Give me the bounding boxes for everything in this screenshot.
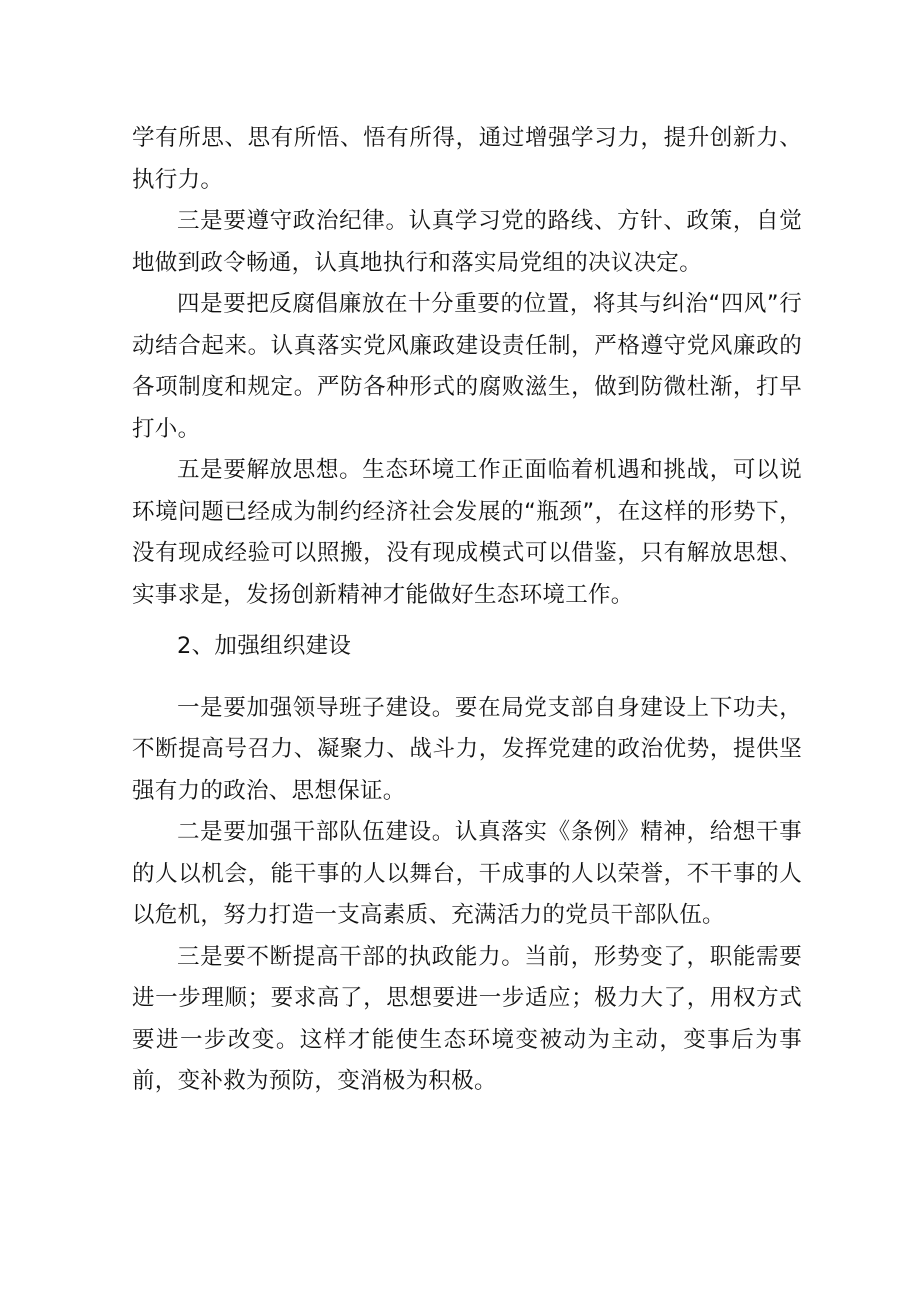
paragraph-political-discipline: 三是要遵守政治纪律。认真学习党的路线、方针、政策，自觉地做到政令畅通，认真地执行和落实局党组的决议决定。 xyxy=(132,208,802,276)
paragraph-governing-capacity: 三是要不断提高干部的执政能力。当前，形势变了，职能需要进一步理顺；要求高了，思想要进一步适应；极力大了，用权方式要进一步改变。这样才能使生态环境变被动为主动，变事后为事前，变补救为预防，变消极为积极。 xyxy=(132,943,802,1094)
paragraph-continuation: 学有所思、思有所悟、悟有所得，通过增强学习力，提升创新力、执行力。 xyxy=(132,125,802,193)
document-body xyxy=(132,118,802,1103)
paragraph-leadership: 一是要加强领导班子建设。要在局党支部自身建设上下功夫，不断提高号召力、凝聚力、战斗力，发挥党建的政治优势，提供坚强有力的政治、思想保证。 xyxy=(132,694,802,804)
paragraph-cadre-team: 二是要加强干部队伍建设。认真落实《条例》精神，给想干事的人以机会，能干事的人以舞台，干成事的人以荣誉，不干事的人以危机，努力打造一支高素质、充满活力的党员干部队伍。 xyxy=(132,819,802,928)
paragraph-emancipate-mind: 五是要解放思想。生态环境工作正面临着机遇和挑战，可以说环境问题已经成为制约经济社会发展的“瓶颈”，在这样的形势下，没有现成经验可以照搬，没有现成模式可以借鉴，只有解放思想、实事求是，发扬创新精神才能做好生态环境工作。 xyxy=(132,457,802,608)
section-heading: 2、加强组织建设 xyxy=(177,633,352,659)
paragraph-anti-corruption: 四是要把反腐倡廉放在十分重要的位置，将其与纠治“四风”行动结合起来。认真落实党风廉政建设责任制，严格遵守党风廉政的各项制度和规定。严防各种形式的腐败滋生，做到防微杜渐，打早打小。 xyxy=(132,291,802,442)
